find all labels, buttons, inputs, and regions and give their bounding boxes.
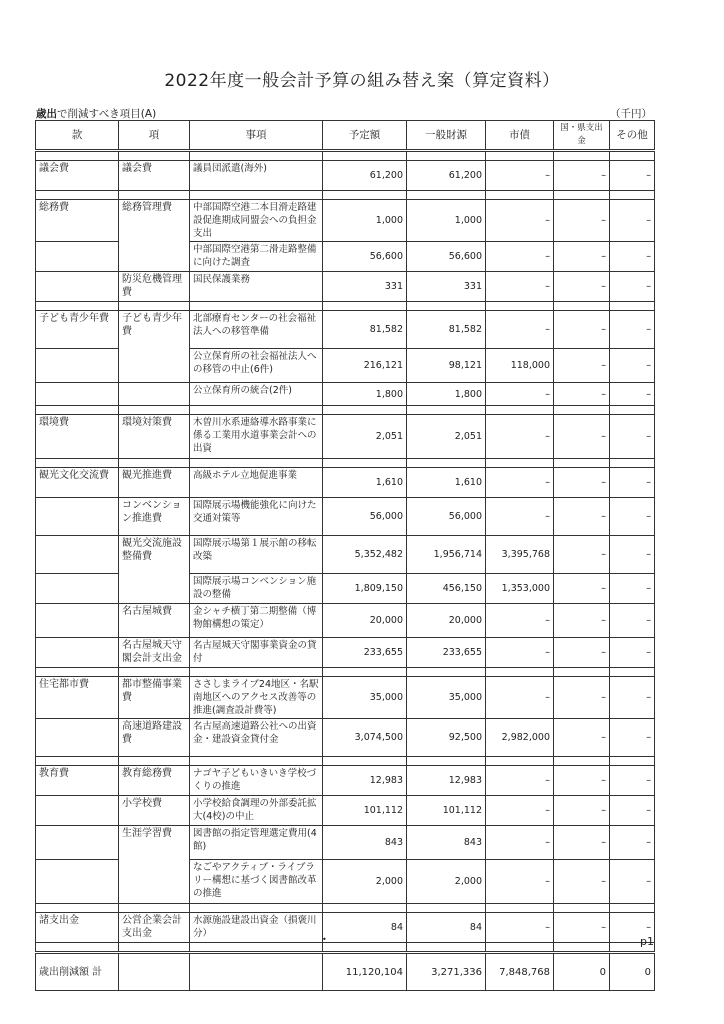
total-empty-kou	[119, 953, 190, 991]
yotei-cell: 233,655	[323, 638, 407, 668]
total-sonota: 0	[610, 953, 655, 991]
kou-cell: 総務管理費	[119, 200, 190, 242]
separator-cell	[407, 668, 486, 677]
table-row	[36, 913, 655, 943]
jikou-cell: 小学校給食調理の外部委託拡大(4校)の中止	[190, 796, 323, 826]
table-row	[36, 498, 655, 536]
separator-cell	[323, 406, 407, 415]
header-saisai: 市債	[486, 121, 554, 151]
kokken-cell: –	[554, 311, 610, 349]
ippan-cell: 92,500	[407, 719, 486, 757]
ippan-cell: 98,121	[407, 349, 486, 383]
yotei-cell: 101,112	[323, 796, 407, 826]
yotei-cell: 1,800	[323, 383, 407, 406]
ippan-cell: 2,000	[407, 860, 486, 904]
caption-rest: で削減すべき項目(A)	[57, 108, 157, 120]
separator-cell	[407, 459, 486, 468]
header-kou: 項	[119, 121, 190, 151]
kou-cell: 小学校費	[119, 796, 190, 826]
saisai-cell: –	[486, 677, 554, 719]
separator-cell	[119, 459, 190, 468]
kan-cell: 子ども青少年費	[36, 311, 119, 349]
yotei-cell: 2,000	[323, 860, 407, 904]
kokken-cell: –	[554, 796, 610, 826]
group-separator	[36, 459, 655, 468]
separator-cell	[36, 904, 119, 913]
saisai-cell: –	[486, 826, 554, 860]
kan-cell	[36, 349, 119, 383]
yotei-cell: 331	[323, 272, 407, 302]
header-sonota: その他	[610, 121, 655, 151]
group-separator	[36, 406, 655, 415]
sonota-cell: –	[610, 161, 655, 191]
group-separator	[36, 668, 655, 677]
separator-cell	[486, 191, 554, 200]
kou-cell	[119, 860, 190, 904]
jikou-cell: 中部国際空港第二滑走路整備に向けた調査	[190, 242, 323, 272]
separator-cell	[323, 757, 407, 766]
saisai-cell: –	[486, 415, 554, 459]
kokken-cell: –	[554, 638, 610, 668]
jikou-cell: ナゴヤ子どもいきいき学校づくりの推進	[190, 766, 323, 796]
kan-cell	[36, 638, 119, 668]
yotei-cell: 1,809,150	[323, 574, 407, 604]
total-ippan: 3,271,336	[407, 953, 486, 991]
separator-cell	[323, 668, 407, 677]
total-yotei: 11,120,104	[323, 953, 407, 991]
kan-cell: 環境費	[36, 415, 119, 459]
header-kan: 款	[36, 121, 119, 151]
sonota-cell: –	[610, 766, 655, 796]
separator-cell	[610, 191, 655, 200]
kokken-cell: –	[554, 677, 610, 719]
group-separator	[36, 191, 655, 200]
table-row	[36, 860, 655, 904]
page-number: p1	[640, 935, 654, 948]
separator-cell	[554, 757, 610, 766]
kan-cell: 議会費	[36, 161, 119, 191]
jikou-cell: ささしまライブ24地区・名駅南地区へのアクセス改善等の推進(調査設計費等)	[190, 677, 323, 719]
kou-cell: 高速道路建設費	[119, 719, 190, 757]
ippan-cell: 61,200	[407, 161, 486, 191]
total-row	[36, 953, 655, 991]
saisai-cell: –	[486, 796, 554, 826]
separator-cell	[190, 191, 323, 200]
separator-cell	[119, 943, 190, 953]
yotei-cell: 3,074,500	[323, 719, 407, 757]
separator-cell	[119, 191, 190, 200]
separator-cell	[323, 904, 407, 913]
header-row	[36, 121, 655, 151]
jikou-cell: なごやアクティブ・ライブラリー構想に基づく図書館改革の推進	[190, 860, 323, 904]
kou-cell: 名古屋城費	[119, 604, 190, 638]
kan-cell	[36, 536, 119, 574]
ippan-cell: 2,051	[407, 415, 486, 459]
kokken-cell: –	[554, 349, 610, 383]
separator-cell	[407, 191, 486, 200]
table-row	[36, 536, 655, 574]
sonota-cell: –	[610, 272, 655, 302]
kou-cell: 子ども青少年費	[119, 311, 190, 349]
group-separator	[36, 904, 655, 913]
sonota-cell: –	[610, 860, 655, 904]
saisai-cell: 3,395,768	[486, 536, 554, 574]
kokken-cell: –	[554, 536, 610, 574]
kokken-cell: –	[554, 604, 610, 638]
separator-cell	[610, 406, 655, 415]
jikou-cell: 名古屋城天守閣事業資金の貸付	[190, 638, 323, 668]
sonota-cell: –	[610, 415, 655, 459]
jikou-cell: 中部国際空港二本目滑走路建設促進期成同盟会への負担金支出	[190, 200, 323, 242]
kokken-cell: –	[554, 242, 610, 272]
ippan-cell: 35,000	[407, 677, 486, 719]
saisai-cell: –	[486, 638, 554, 668]
ippan-cell: 1,610	[407, 468, 486, 498]
yotei-cell: 61,200	[323, 161, 407, 191]
kokken-cell: –	[554, 200, 610, 242]
jikou-cell: 高級ホテル立地促進事業	[190, 468, 323, 498]
yotei-cell: 20,000	[323, 604, 407, 638]
kan-cell	[36, 796, 119, 826]
saisai-cell: –	[486, 498, 554, 536]
yotei-cell: 216,121	[323, 349, 407, 383]
kou-cell: 観光交流施設整備費	[119, 536, 190, 574]
sonota-cell: –	[610, 913, 655, 943]
kan-cell	[36, 574, 119, 604]
yotei-cell: 5,352,482	[323, 536, 407, 574]
separator-cell	[119, 757, 190, 766]
header-jikou: 事項	[190, 121, 323, 151]
kou-cell: 公営企業会計支出金	[119, 913, 190, 943]
separator-cell	[486, 302, 554, 311]
yotei-cell: 81,582	[323, 311, 407, 349]
table-row	[36, 383, 655, 406]
separator-cell	[486, 459, 554, 468]
table-row	[36, 766, 655, 796]
separator-cell	[190, 302, 323, 311]
ippan-cell: 456,150	[407, 574, 486, 604]
table-row	[36, 200, 655, 242]
separator-cell	[323, 943, 407, 953]
separator-cell	[323, 459, 407, 468]
kou-cell: 防災危機管理費	[119, 272, 190, 302]
saisai-cell: –	[486, 913, 554, 943]
sonota-cell: –	[610, 536, 655, 574]
kou-cell: 環境対策費	[119, 415, 190, 459]
ippan-cell: 843	[407, 826, 486, 860]
sonota-cell: –	[610, 638, 655, 668]
separator-cell	[190, 757, 323, 766]
kokken-cell: –	[554, 913, 610, 943]
jikou-cell: 図書館の指定管理選定費用(4館)	[190, 826, 323, 860]
group-separator	[36, 151, 655, 161]
separator-cell	[36, 668, 119, 677]
separator-cell	[610, 757, 655, 766]
kan-cell: 総務費	[36, 200, 119, 242]
separator-cell	[554, 943, 610, 953]
jikou-cell: 議員団派遣(海外)	[190, 161, 323, 191]
separator-cell	[486, 151, 554, 161]
kokken-cell: –	[554, 415, 610, 459]
total-saisai: 7,848,768	[486, 953, 554, 991]
table-row	[36, 604, 655, 638]
jikou-cell: 国民保護業務	[190, 272, 323, 302]
ippan-cell: 331	[407, 272, 486, 302]
separator-cell	[554, 904, 610, 913]
kan-cell	[36, 860, 119, 904]
separator-cell	[554, 459, 610, 468]
saisai-cell: –	[486, 200, 554, 242]
kan-cell	[36, 826, 119, 860]
yotei-cell: 56,600	[323, 242, 407, 272]
table-row	[36, 415, 655, 459]
separator-cell	[36, 191, 119, 200]
total-label: 歳出削減額 計	[36, 953, 119, 991]
separator-cell	[36, 459, 119, 468]
separator-cell	[486, 668, 554, 677]
header-yotei: 予定額	[323, 121, 407, 151]
separator-cell	[610, 668, 655, 677]
ippan-cell: 1,800	[407, 383, 486, 406]
kou-cell	[119, 349, 190, 383]
yotei-cell: 12,983	[323, 766, 407, 796]
sonota-cell: –	[610, 468, 655, 498]
separator-cell	[190, 151, 323, 161]
kan-cell: 教育費	[36, 766, 119, 796]
kokken-cell: –	[554, 719, 610, 757]
saisai-cell: 1,353,000	[486, 574, 554, 604]
kou-cell: 生涯学習費	[119, 826, 190, 860]
kou-cell	[119, 574, 190, 604]
saisai-cell: –	[486, 383, 554, 406]
caption-bold: 歳出	[36, 108, 57, 120]
sonota-cell: –	[610, 826, 655, 860]
sonota-cell: –	[610, 242, 655, 272]
separator-cell	[119, 406, 190, 415]
sonota-cell: –	[610, 349, 655, 383]
ippan-cell: 56,000	[407, 498, 486, 536]
saisai-cell: –	[486, 766, 554, 796]
separator-cell	[407, 943, 486, 953]
separator-cell	[407, 904, 486, 913]
saisai-cell: –	[486, 272, 554, 302]
separator-cell	[486, 943, 554, 953]
separator-cell	[486, 757, 554, 766]
separator-cell	[190, 668, 323, 677]
separator-cell	[554, 191, 610, 200]
separator-cell	[190, 459, 323, 468]
kan-cell	[36, 242, 119, 272]
kokken-cell: –	[554, 574, 610, 604]
separator-cell	[36, 406, 119, 415]
table-row	[36, 468, 655, 498]
separator-cell	[36, 943, 119, 953]
jikou-cell: 国際展示場コンベンション施設の整備	[190, 574, 323, 604]
ippan-cell: 12,983	[407, 766, 486, 796]
kan-cell	[36, 604, 119, 638]
saisai-cell: –	[486, 604, 554, 638]
yotei-cell: 84	[323, 913, 407, 943]
yotei-cell: 1,000	[323, 200, 407, 242]
kan-cell: 観光文化交流費	[36, 468, 119, 498]
dot-mark: •	[322, 935, 327, 944]
kou-cell: コンベンション推進費	[119, 498, 190, 536]
separator-cell	[407, 406, 486, 415]
separator-cell	[119, 302, 190, 311]
kokken-cell: –	[554, 383, 610, 406]
group-separator	[36, 757, 655, 766]
saisai-cell: –	[486, 242, 554, 272]
separator-cell	[323, 191, 407, 200]
kou-cell: 観光推進費	[119, 468, 190, 498]
kokken-cell: –	[554, 161, 610, 191]
sonota-cell: –	[610, 796, 655, 826]
table-row	[36, 161, 655, 191]
sonota-cell: –	[610, 383, 655, 406]
separator-cell	[190, 943, 323, 953]
ippan-cell: 56,600	[407, 242, 486, 272]
table-row	[36, 242, 655, 272]
separator-cell	[407, 151, 486, 161]
jikou-cell: 水源施設建設出資金（損褒川分）	[190, 913, 323, 943]
separator-cell	[323, 151, 407, 161]
header-kokken: 国・県支出金	[554, 121, 610, 151]
separator-cell	[407, 302, 486, 311]
sonota-cell: –	[610, 200, 655, 242]
sonota-cell: –	[610, 719, 655, 757]
saisai-cell: 118,000	[486, 349, 554, 383]
table-row	[36, 796, 655, 826]
separator-cell	[36, 151, 119, 161]
separator-cell	[554, 406, 610, 415]
separator-cell	[190, 904, 323, 913]
separator-cell	[610, 302, 655, 311]
kan-cell: 住宅都市費	[36, 677, 119, 719]
kokken-cell: –	[554, 272, 610, 302]
separator-cell	[610, 459, 655, 468]
sonota-cell: –	[610, 604, 655, 638]
saisai-cell: –	[486, 860, 554, 904]
separator-cell	[554, 668, 610, 677]
unit-label: （千円）	[610, 108, 652, 120]
kan-cell	[36, 272, 119, 302]
kou-cell: 議会費	[119, 161, 190, 191]
ippan-cell: 20,000	[407, 604, 486, 638]
kou-cell	[119, 242, 190, 272]
yotei-cell: 2,051	[323, 415, 407, 459]
total-empty-desc	[190, 953, 323, 991]
separator-cell	[36, 302, 119, 311]
jikou-cell: 金シャチ横丁第二期整備（博物館構想の策定）	[190, 604, 323, 638]
kokken-cell: –	[554, 766, 610, 796]
kou-cell	[119, 383, 190, 406]
kou-cell: 教育総務費	[119, 766, 190, 796]
group-separator	[36, 943, 655, 953]
ippan-cell: 84	[407, 913, 486, 943]
kan-cell: 諸支出金	[36, 913, 119, 943]
yotei-cell: 1,610	[323, 468, 407, 498]
kou-cell: 都市整備事業費	[119, 677, 190, 719]
jikou-cell: 国際展示場第１展示館の移転改築	[190, 536, 323, 574]
separator-cell	[610, 151, 655, 161]
yotei-cell: 35,000	[323, 677, 407, 719]
saisai-cell: –	[486, 468, 554, 498]
separator-cell	[554, 151, 610, 161]
yotei-cell: 843	[323, 826, 407, 860]
separator-cell	[119, 668, 190, 677]
sonota-cell: –	[610, 498, 655, 536]
sonota-cell: –	[610, 677, 655, 719]
saisai-cell: 2,982,000	[486, 719, 554, 757]
yotei-cell: 56,000	[323, 498, 407, 536]
ippan-cell: 81,582	[407, 311, 486, 349]
saisai-cell: –	[486, 161, 554, 191]
table-row	[36, 719, 655, 757]
jikou-cell: 公立保育所の社会福祉法人への移管の中止(6件)	[190, 349, 323, 383]
kan-cell	[36, 383, 119, 406]
ippan-cell: 233,655	[407, 638, 486, 668]
separator-cell	[119, 904, 190, 913]
page-title: 2022年度一般会計予算の組み替え案（算定資料）	[164, 71, 560, 91]
sonota-cell: –	[610, 311, 655, 349]
separator-cell	[119, 151, 190, 161]
table-row	[36, 574, 655, 604]
kan-cell	[36, 498, 119, 536]
separator-cell	[36, 757, 119, 766]
table-row	[36, 826, 655, 860]
separator-cell	[554, 302, 610, 311]
separator-cell	[190, 406, 323, 415]
ippan-cell: 1,000	[407, 200, 486, 242]
kan-cell	[36, 719, 119, 757]
table-caption	[36, 106, 156, 121]
header-ippan: 一般財源	[407, 121, 486, 151]
kokken-cell: –	[554, 468, 610, 498]
budget-table	[35, 120, 655, 991]
jikou-cell: 北部療育センターの社会福祉法人への移管準備	[190, 311, 323, 349]
kokken-cell: –	[554, 860, 610, 904]
total-kokken: 0	[554, 953, 610, 991]
separator-cell	[323, 302, 407, 311]
kokken-cell: –	[554, 498, 610, 536]
sonota-cell: –	[610, 574, 655, 604]
jikou-cell: 公立保育所の統合(2件)	[190, 383, 323, 406]
jikou-cell: 木曽川水系連絡導水路事業に係る工業用水道事業会計への出資	[190, 415, 323, 459]
table-row	[36, 677, 655, 719]
jikou-cell: 国際展示場機能強化に向けた交通対策等	[190, 498, 323, 536]
jikou-cell: 名古屋高速道路公社への出資金・建設資金貸付金	[190, 719, 323, 757]
kou-cell: 名古屋城天守閣会計支出金	[119, 638, 190, 668]
table-row	[36, 349, 655, 383]
kokken-cell: –	[554, 826, 610, 860]
ippan-cell: 1,956,714	[407, 536, 486, 574]
ippan-cell: 101,112	[407, 796, 486, 826]
separator-cell	[610, 904, 655, 913]
group-separator	[36, 302, 655, 311]
table-row	[36, 311, 655, 349]
separator-cell	[407, 757, 486, 766]
table-row	[36, 638, 655, 668]
separator-cell	[486, 406, 554, 415]
table-row	[36, 272, 655, 302]
separator-cell	[486, 904, 554, 913]
saisai-cell: –	[486, 311, 554, 349]
